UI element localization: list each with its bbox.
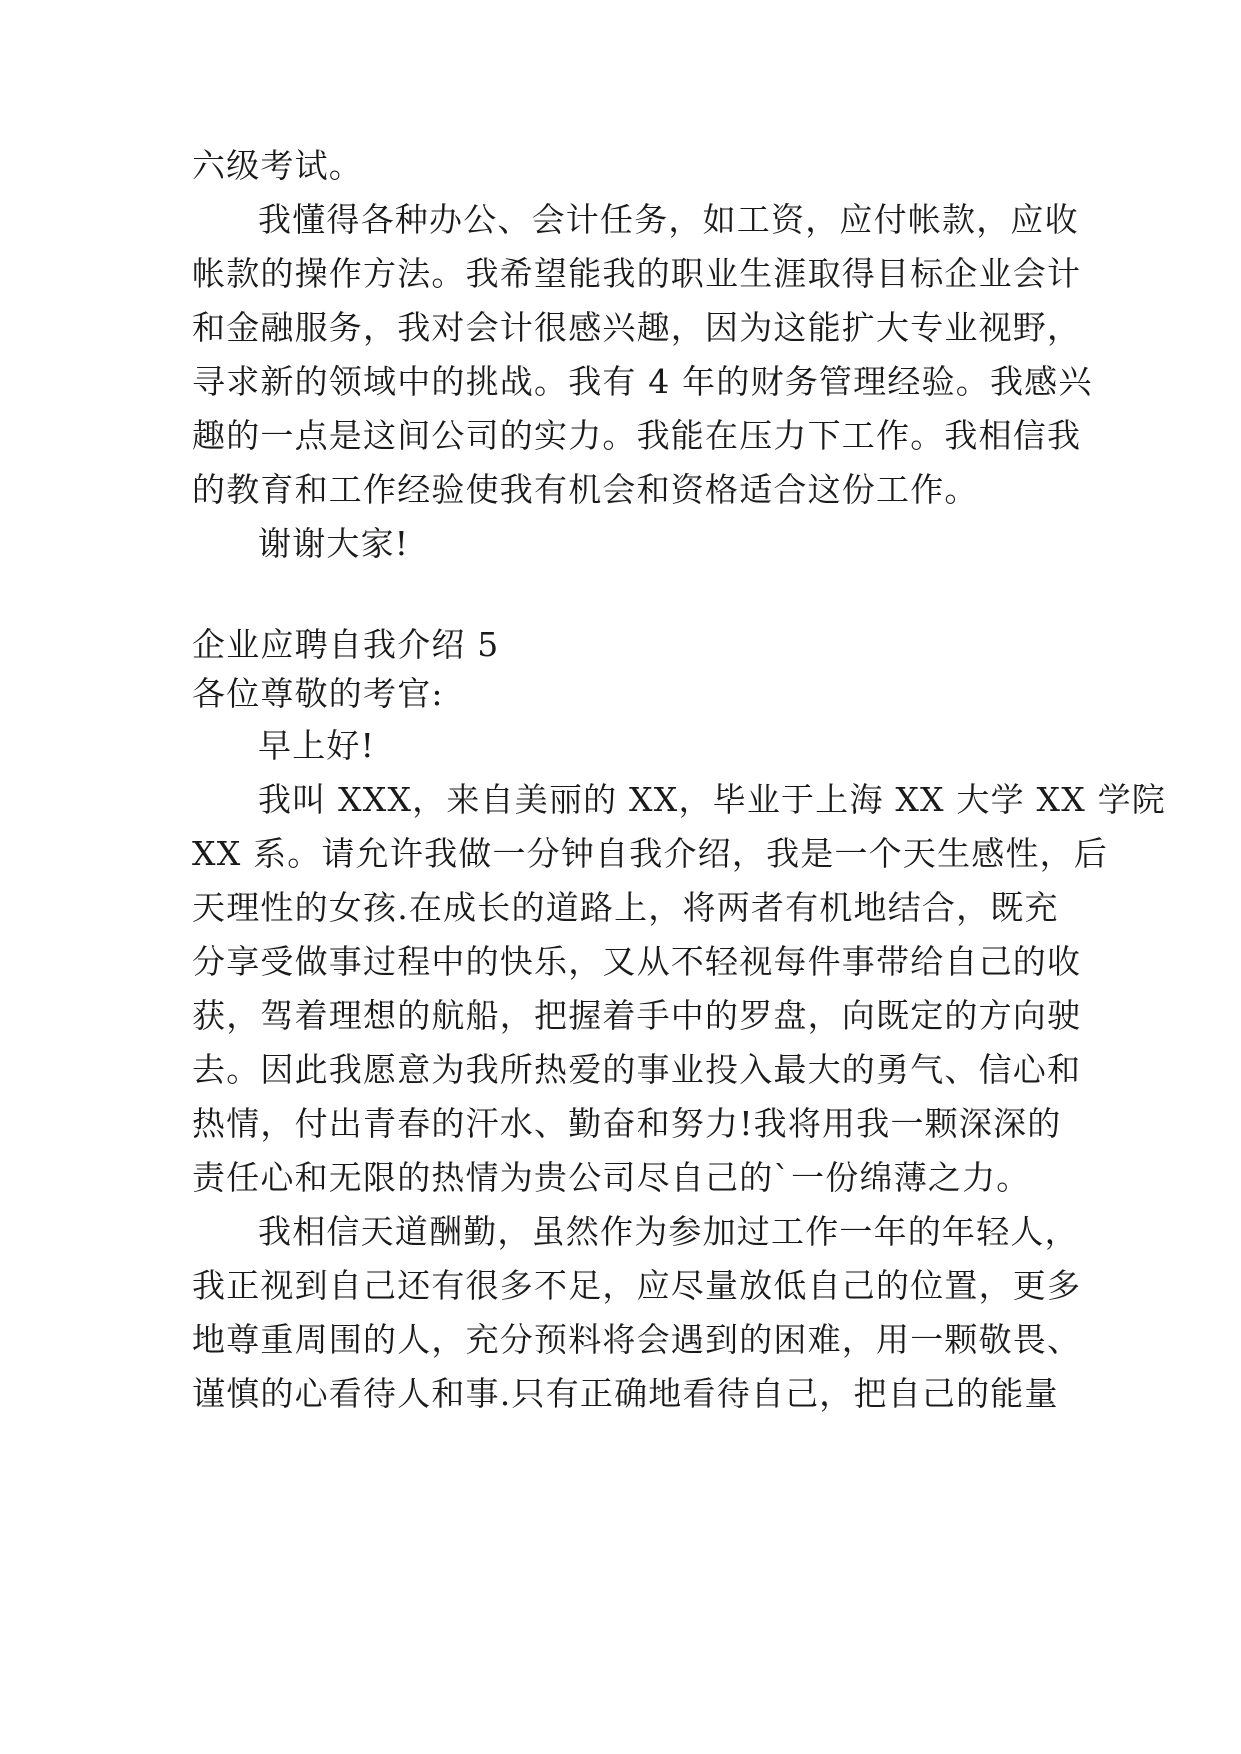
text-line: 寻求新的领域中的挑战。我有 4 年的财务管理经验。我感兴 [192, 362, 1093, 401]
section-heading: 企业应聘自我介绍 5 [192, 625, 500, 664]
text-line: XX 系。请允许我做一分钟自我介绍，我是一个天生感性，后 [192, 834, 1109, 873]
text-line: 谨慎的心看待人和事.只有正确地看待自己，把自己的能量 [192, 1374, 1059, 1413]
text-line: 获，驾着理想的航船，把握着手中的罗盘，向既定的方向驶 [192, 996, 1082, 1035]
text-line: 趣的一点是这间公司的实力。我能在压力下工作。我相信我 [192, 416, 1082, 455]
text-line: 和金融服务，我对会计很感兴趣，因为这能扩大专业视野， [192, 308, 1082, 347]
text-line: 的教育和工作经验使我有机会和资格适合这份工作。 [192, 470, 979, 509]
paragraph-start: 我懂得各种办公、会计任务，如工资，应付帐款，应收 [258, 200, 1079, 239]
text-line: 地尊重周围的人，充分预料将会遇到的困难，用一颗敬畏、 [192, 1320, 1082, 1359]
text-line: 去。因此我愿意为我所热爱的事业投入最大的勇气、信心和 [192, 1050, 1082, 1089]
text-line: 热情，付出青春的汗水、勤奋和努力!我将用我一颗深深的 [192, 1104, 1062, 1143]
paragraph-start: 我叫 XXX，来自美丽的 XX，毕业于上海 XX 大学 XX 学院 [258, 780, 1166, 819]
text-line: 六级考试。 [192, 146, 363, 185]
text-line: 责任心和无限的热情为贵公司尽自己的`一份绵薄之力。 [192, 1158, 1031, 1197]
text-line: 分享受做事过程中的快乐，又从不轻视每件事带给自己的收 [192, 942, 1082, 981]
paragraph-start: 我相信天道酬勤，虽然作为参加过工作一年的年轻人， [258, 1212, 1079, 1251]
salutation: 各位尊敬的考官: [192, 674, 444, 713]
greeting: 早上好! [258, 726, 376, 765]
text-line: 我正视到自己还有很多不足，应尽量放低自己的位置，更多 [192, 1266, 1082, 1305]
closing-thanks: 谢谢大家! [258, 524, 410, 563]
text-line: 帐款的操作方法。我希望能我的职业生涯取得目标企业会计 [192, 254, 1082, 293]
text-line: 天理性的女孩.在成长的道路上，将两者有机地结合，既充 [192, 888, 1059, 927]
